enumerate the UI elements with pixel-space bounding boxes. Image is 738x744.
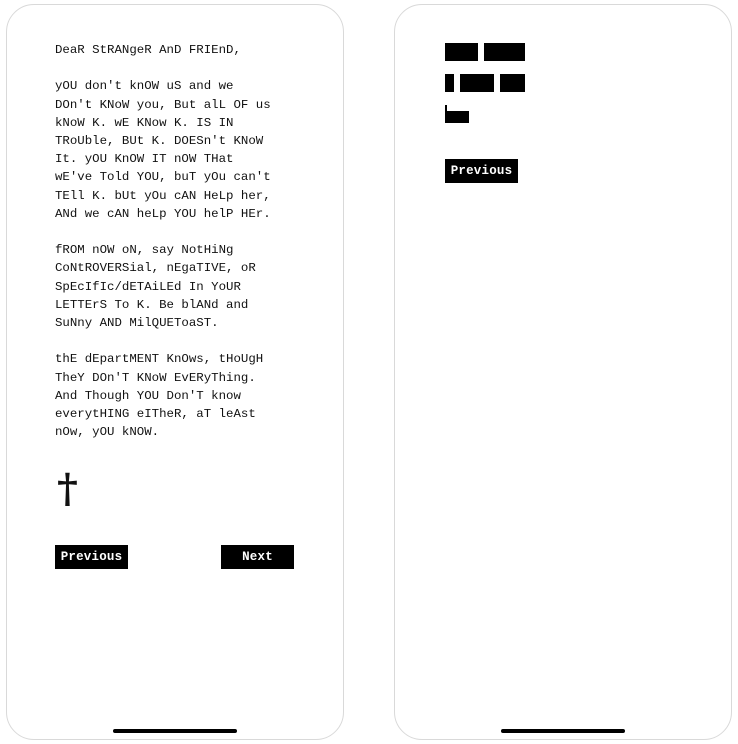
letter-screen: [6, 4, 344, 740]
letter-paragraph-1: yOU don't knOW uS and we DOn't KNoW you, But alL OF us kNoW K. wE KNow K. IS IN TRoUble, BUt K. DOESn't KNoW It. yOU KnOW IT nOW THat wE've Told YOU, buT yOu can't TEll K. bUt yOu cAN HeLp her, ANd we cAN heLp YOU helP HEr.: [55, 79, 271, 221]
redaction-block: [484, 43, 525, 61]
letter-paragraph-2: fROM nOW oN, say NotHiNg CoNtROVERSial, nEgaTIVE, oR SpEcIfIc/dETAiLEd In YoUR LETTErS To K. Be blANd and SuNny AND MilQUEToaST.: [55, 243, 256, 331]
redaction-block: [460, 74, 494, 92]
home-indicator[interactable]: [501, 729, 625, 733]
letter-body: [55, 41, 305, 460]
redacted-letter-screen: [394, 4, 732, 740]
previous-button[interactable]: Previous: [55, 545, 128, 569]
letter-greeting: DeaR StRANgeR AnD FRIEnD,: [55, 43, 241, 57]
dagger-signature-icon: †: [57, 465, 78, 512]
home-indicator[interactable]: [113, 729, 237, 733]
previous-button[interactable]: Previous: [445, 159, 518, 183]
redaction-block: [445, 74, 454, 92]
next-button[interactable]: Next: [221, 545, 294, 569]
redaction-block: [445, 111, 469, 123]
letter-paragraph-3: thE dEpartMENT KnOws, tHoUgH TheY DOn'T KNoW EvERyThing. And Though YOU Don'T know everytHING eITheR, aT leAst nOw, yOU kNOW.: [55, 352, 264, 440]
redaction-block: [445, 43, 478, 61]
redaction-block: [500, 74, 525, 92]
